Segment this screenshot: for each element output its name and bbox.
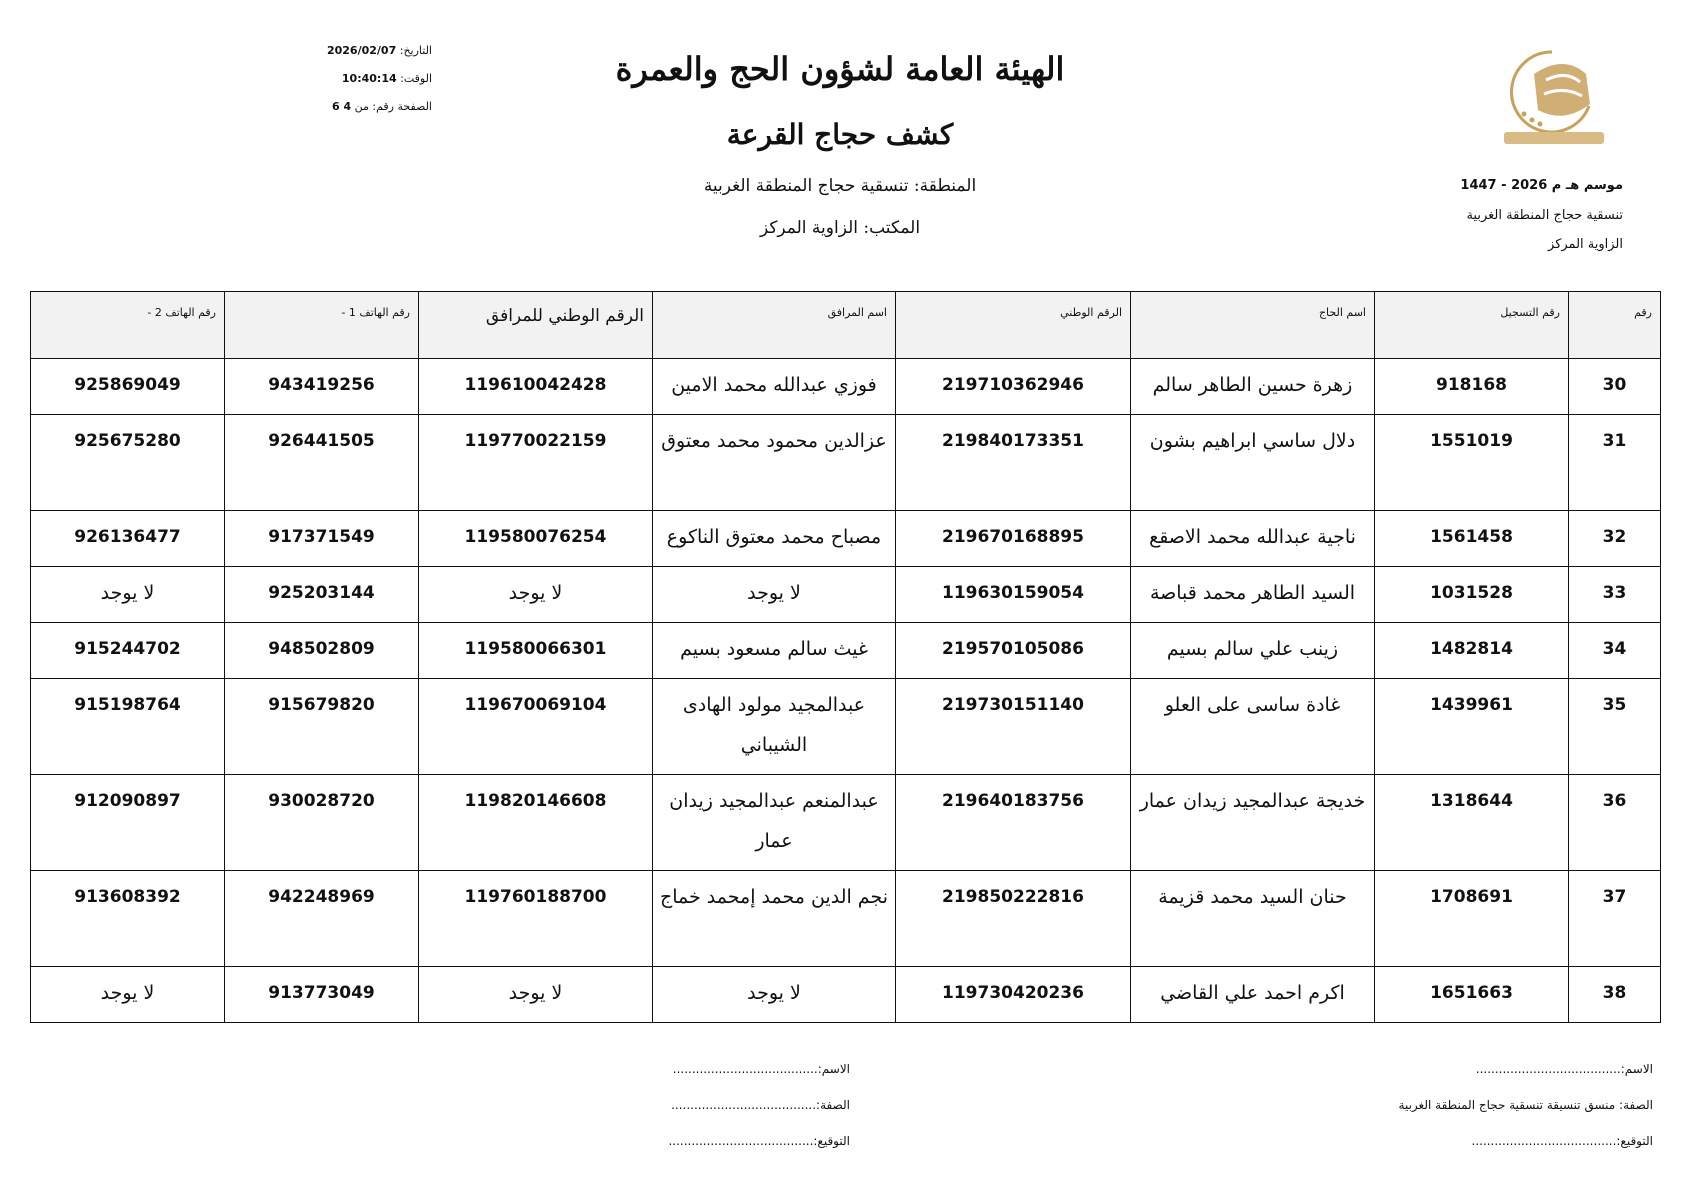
- national-id-cell: 119630159054: [896, 567, 1131, 623]
- sig-sign-field[interactable]: ......................................: [1471, 1134, 1617, 1148]
- table-row: [31, 967, 1661, 1023]
- national-id-cell: 219640183756: [896, 775, 1131, 871]
- row-number-cell: 36: [1569, 775, 1661, 871]
- phone-2-cell: 925675280: [31, 415, 225, 511]
- sig-name-line: [1353, 1062, 1653, 1076]
- row-number-cell: 38: [1569, 967, 1661, 1023]
- sig2-name-label: الاسم:: [817, 1062, 850, 1076]
- date-value: 2026/02/07: [326, 44, 397, 57]
- col-header-phone1: رقم الهاتف 1 -: [225, 292, 419, 359]
- sig-sign-label: التوقيع:: [1616, 1134, 1653, 1148]
- sig2-sign-field[interactable]: ......................................: [668, 1134, 814, 1148]
- row-number-cell: 37: [1569, 871, 1661, 967]
- sig-role-label: الصفة:: [1619, 1098, 1653, 1112]
- page-label: الصفحة رقم: من: [354, 100, 432, 113]
- registration-number-cell: 1031528: [1375, 567, 1569, 623]
- phone-2-cell: لا يوجد: [31, 567, 225, 623]
- national-id-cell: 219840173351: [896, 415, 1131, 511]
- date-line: [300, 44, 432, 58]
- signature-block-left: [668, 1062, 850, 1148]
- phone-2-cell: 926136477: [31, 511, 225, 567]
- companion-national-id-cell: 119580066301: [419, 623, 653, 679]
- registration-number-cell: 1551019: [1375, 415, 1569, 511]
- registration-number-cell: 1482814: [1375, 623, 1569, 679]
- phone-1-cell: 913773049: [225, 967, 419, 1023]
- national-id-cell: 219730151140: [896, 679, 1131, 775]
- coordination-name: تنسقية حجاج المنطقة الغربية: [1466, 208, 1623, 223]
- companion-name-cell: عبدالمجيد مولود الهادى الشيباني: [653, 679, 896, 775]
- phone-1-cell: 925203144: [225, 567, 419, 623]
- sig-role-line: [1353, 1098, 1653, 1112]
- national-id-cell: 219850222816: [896, 871, 1131, 967]
- phone-2-cell: 912090897: [31, 775, 225, 871]
- companion-national-id-cell: لا يوجد: [419, 967, 653, 1023]
- companion-name-cell: نجم الدين محمد إمحمد خماج: [653, 871, 896, 967]
- phone-1-cell: 942248969: [225, 871, 419, 967]
- office-name: الزاوية المركز: [1548, 237, 1623, 252]
- pilgrim-name-cell: غادة ساسى على العلو: [1131, 679, 1375, 775]
- national-id-cell: 219570105086: [896, 623, 1131, 679]
- national-id-cell: 219710362946: [896, 359, 1131, 415]
- row-number-cell: 34: [1569, 623, 1661, 679]
- table-row: [31, 623, 1661, 679]
- table-row: [31, 871, 1661, 967]
- col-header-reg: رقم التسجيل: [1375, 292, 1569, 359]
- registration-number-cell: 1439961: [1375, 679, 1569, 775]
- phone-1-cell: 917371549: [225, 511, 419, 567]
- phone-1-cell: 930028720: [225, 775, 419, 871]
- phone-1-cell: 948502809: [225, 623, 419, 679]
- sig-name-field[interactable]: ......................................: [1475, 1062, 1621, 1076]
- col-header-national-id: الرقم الوطني: [896, 292, 1131, 359]
- pilgrim-name-cell: زهرة حسين الطاهر سالم: [1131, 359, 1375, 415]
- table-row: [31, 679, 1661, 775]
- org-logo: [1494, 44, 1614, 154]
- col-header-companion-nid: الرقم الوطني للمرافق: [419, 292, 653, 359]
- region-line: المنطقة: تنسقية حجاج المنطقة الغربية: [703, 176, 977, 196]
- col-header-companion-name: اسم المرافق: [653, 292, 896, 359]
- page-line: [300, 100, 432, 114]
- companion-name-cell: لا يوجد: [653, 567, 896, 623]
- time-label: الوقت:: [400, 72, 432, 85]
- table-row: [31, 359, 1661, 415]
- companion-national-id-cell: 119580076254: [419, 511, 653, 567]
- print-meta: [300, 44, 432, 114]
- sig2-role-label: الصفة:: [816, 1098, 850, 1112]
- sig2-role-line: [671, 1098, 850, 1112]
- date-label: التاريخ:: [399, 44, 432, 57]
- companion-name-cell: عبدالمنعم عبدالمجيد زيدان عمار: [653, 775, 896, 871]
- phone-2-cell: 925869049: [31, 359, 225, 415]
- pilgrim-name-cell: دلال ساسي ابراهيم بشون: [1131, 415, 1375, 511]
- companion-name-cell: فوزي عبدالله محمد الامين: [653, 359, 896, 415]
- col-header-num: رقم: [1569, 292, 1661, 359]
- pilgrim-name-cell: السيد الطاهر محمد قباصة: [1131, 567, 1375, 623]
- col-header-pilgrim-name: اسم الحاج: [1131, 292, 1375, 359]
- table-row: [31, 567, 1661, 623]
- col-header-phone2: رقم الهاتف 2 -: [31, 292, 225, 359]
- table-row: [31, 511, 1661, 567]
- table-header-row: [31, 292, 1661, 359]
- season-prefix: موسم هـ م: [1551, 178, 1623, 193]
- sig-name-label: الاسم:: [1620, 1062, 1653, 1076]
- phone-2-cell: لا يوجد: [31, 967, 225, 1023]
- pilgrim-name-cell: اكرم احمد علي القاضي: [1131, 967, 1375, 1023]
- registration-number-cell: 1561458: [1375, 511, 1569, 567]
- pilgrims-table: [30, 291, 1661, 1023]
- page-value: 4 6: [331, 100, 352, 113]
- phone-1-cell: 926441505: [225, 415, 419, 511]
- phone-2-cell: 915244702: [31, 623, 225, 679]
- logo-emblem-icon: [1494, 44, 1614, 154]
- companion-national-id-cell: 119610042428: [419, 359, 653, 415]
- row-number-cell: 35: [1569, 679, 1661, 775]
- companion-name-cell: مصباح محمد معتوق الناكوع: [653, 511, 896, 567]
- registration-number-cell: 1318644: [1375, 775, 1569, 871]
- companion-name-cell: لا يوجد: [653, 967, 896, 1023]
- registration-number-cell: 918168: [1375, 359, 1569, 415]
- office-line: المكتب: الزاوية المركز: [759, 218, 921, 238]
- companion-name-cell: غيث سالم مسعود بسيم: [653, 623, 896, 679]
- pilgrim-name-cell: ناجية عبدالله محمد الاصقع: [1131, 511, 1375, 567]
- companion-national-id-cell: 119760188700: [419, 871, 653, 967]
- pilgrim-name-cell: خديجة عبدالمجيد زيدان عمار: [1131, 775, 1375, 871]
- time-line: [300, 72, 432, 86]
- row-number-cell: 33: [1569, 567, 1661, 623]
- season-value: 2026 - 1447: [1460, 178, 1548, 193]
- pilgrim-name-cell: زينب علي سالم بسيم: [1131, 623, 1375, 679]
- companion-national-id-cell: 119820146608: [419, 775, 653, 871]
- row-number-cell: 32: [1569, 511, 1661, 567]
- sig2-sign-label: التوقيع:: [813, 1134, 850, 1148]
- phone-2-cell: 913608392: [31, 871, 225, 967]
- sig-sign-line: [1353, 1134, 1653, 1148]
- table-row: [31, 775, 1661, 871]
- registration-number-cell: 1651663: [1375, 967, 1569, 1023]
- companion-national-id-cell: 119670069104: [419, 679, 653, 775]
- phone-1-cell: 915679820: [225, 679, 419, 775]
- time-value: 10:40:14: [341, 72, 397, 85]
- registration-number-cell: 1708691: [1375, 871, 1569, 967]
- companion-national-id-cell: 119770022159: [419, 415, 653, 511]
- national-id-cell: 219670168895: [896, 511, 1131, 567]
- org-title: الهيئة العامة لشؤون الحج والعمرة: [615, 50, 1065, 88]
- report-title: كشف حجاج القرعة: [726, 118, 954, 151]
- row-number-cell: 31: [1569, 415, 1661, 511]
- companion-name-cell: عزالدين محمود محمد معتوق: [653, 415, 896, 511]
- phone-2-cell: 915198764: [31, 679, 225, 775]
- season-line: [1460, 178, 1623, 193]
- national-id-cell: 119730420236: [896, 967, 1131, 1023]
- sig2-name-line: [672, 1062, 850, 1076]
- sig2-sign-line: [668, 1134, 850, 1148]
- table-row: [31, 415, 1661, 511]
- sig2-role-field[interactable]: ......................................: [671, 1098, 817, 1112]
- pilgrim-name-cell: حنان السيد محمد قزيمة: [1131, 871, 1375, 967]
- signature-block-right: [1353, 1062, 1653, 1148]
- sig-role-value: منسق تنسيقة تنسقية حجاج المنطقة الغربية: [1398, 1098, 1616, 1112]
- phone-1-cell: 943419256: [225, 359, 419, 415]
- sig2-name-field[interactable]: ......................................: [672, 1062, 818, 1076]
- companion-national-id-cell: لا يوجد: [419, 567, 653, 623]
- row-number-cell: 30: [1569, 359, 1661, 415]
